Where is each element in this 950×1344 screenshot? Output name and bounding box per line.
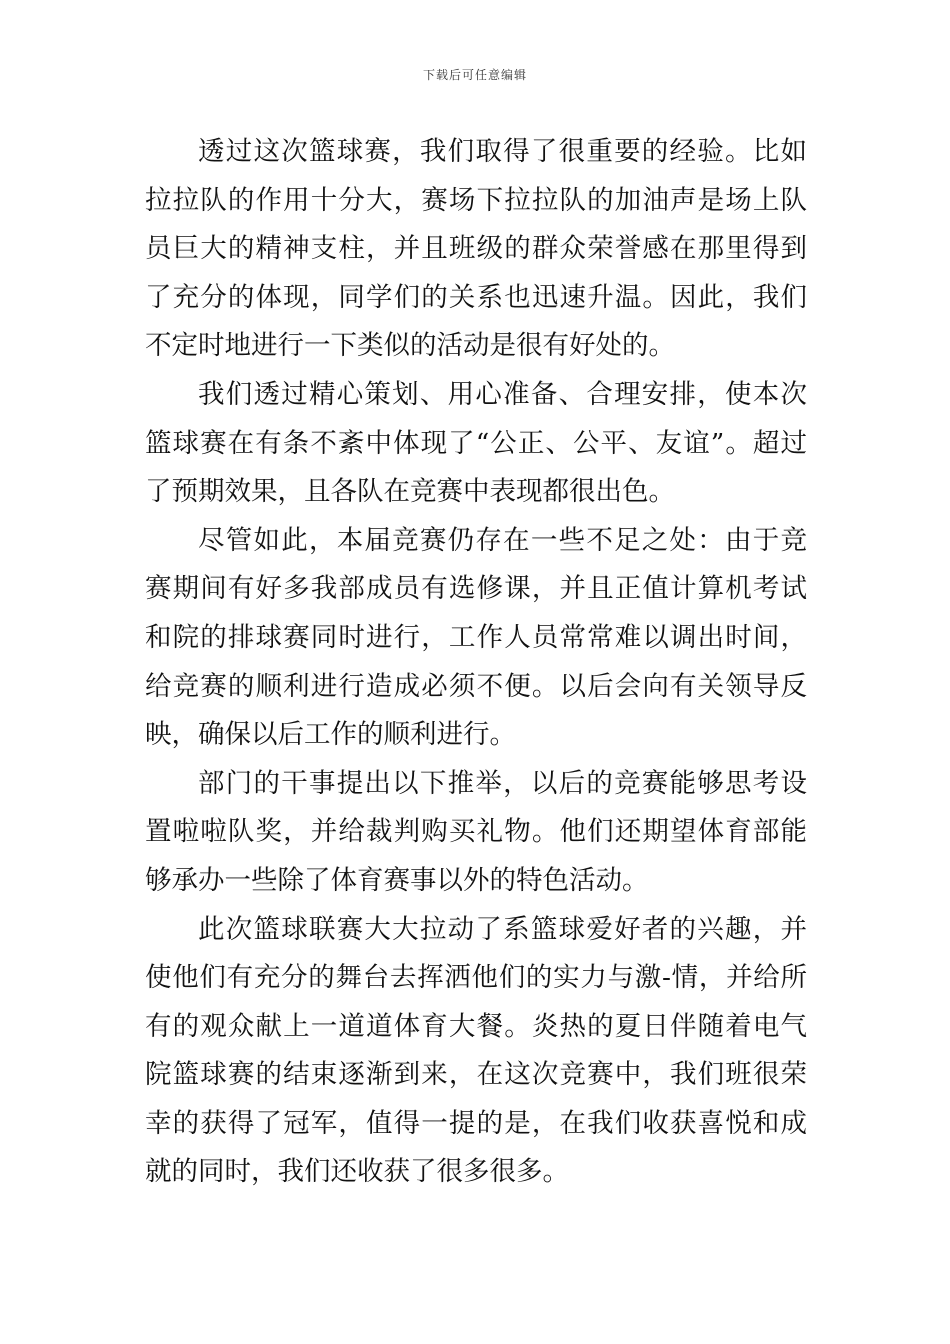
paragraph-4: 部门的干事提出以下推举，以后的竞赛能够思考设置啦啦队奖，并给裁判购买礼物。他们还期望体育部能够承办一些除了体育赛事以外的特色活动。 [145, 767, 807, 896]
paragraph-5: 此次篮球联赛大大拉动了系篮球爱好者的兴趣，并使他们有充分的舞台去挥洒他们的实力与激-情，并给所有的观众献上一道道体育大餐。炎热的夏日伴随着电气院篮球赛的结束逐渐到来，在这次竞赛中，我们班很荣幸的获得了冠军，值得一提的是，在我们收获喜悦和成就的同时，我们还收获了很多很多。 [145, 913, 807, 1188]
paragraph-3: 尽管如此，本届竞赛仍存在一些不足之处：由于竞赛期间有好多我部成员有选修课，并且正值计算机考试和院的排球赛同时进行，工作人员常常难以调出时间，给竞赛的顺利进行造成必须不便。以后会向有关领导反映，确保以后工作的顺利进行。 [145, 524, 807, 751]
document-body [145, 128, 807, 1197]
paragraph-2: 我们透过精心策划、用心准备、合理安排，使本次篮球赛在有条不紊中体现了“公正、公平、友谊”。超过了预期效果，且各队在竞赛中表现都很出色。 [145, 378, 807, 508]
paragraph-1: 透过这次篮球赛，我们取得了很重要的经验。比如拉拉队的作用十分大，赛场下拉拉队的加油声是场上队员巨大的精神支柱，并且班级的群众荣誉感在那里得到了充分的体现，同学们的关系也迅速升温。因此，我们不定时地进行一下类似的活动是很有好处的。 [145, 136, 807, 362]
header-note: 下载后可任意编辑 [422, 68, 527, 82]
